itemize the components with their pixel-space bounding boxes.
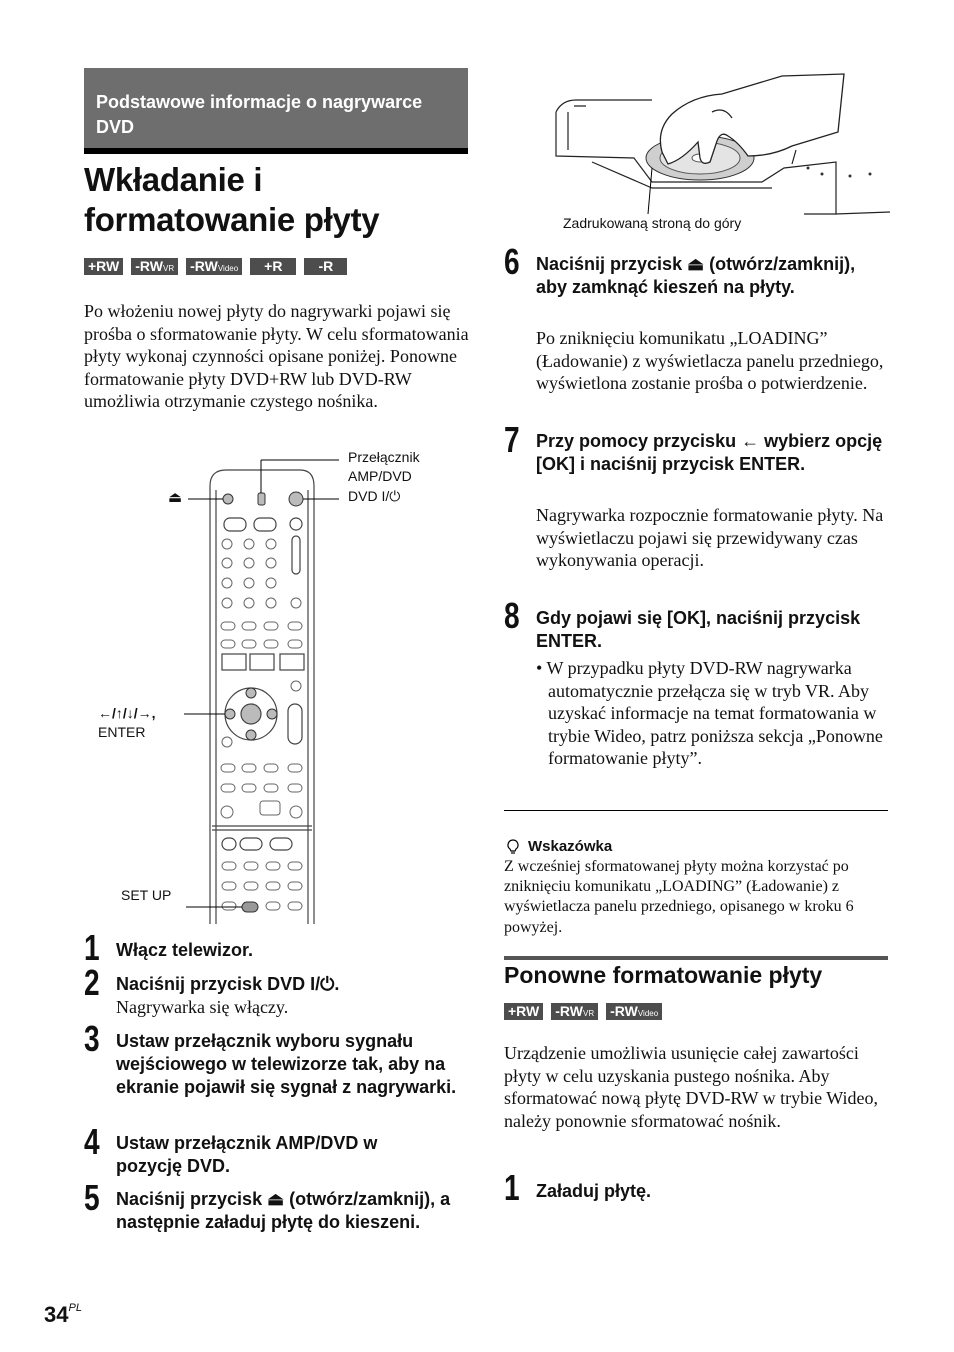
section-banner bbox=[84, 68, 468, 148]
tip-text: Z wcześniej sformatowanej płyty można korzystać po zniknięciu komunikatu „LOADING” (Ładowanie) z wyświetlacza panelu przedniego, opisanego w kroku 6 powyżej. bbox=[504, 858, 854, 936]
badge-plus-rw: +RW bbox=[84, 258, 123, 275]
enter-button-label: ENTER bbox=[98, 724, 146, 740]
reformat-step-1-title: Załaduj płytę. bbox=[536, 1181, 652, 1201]
step-8-number: 8 bbox=[504, 595, 520, 636]
step-8-title: Gdy pojawi się [OK], naciśnij przycisk ENTER. bbox=[536, 608, 861, 651]
reformat-disc-badges bbox=[504, 1003, 662, 1020]
step-7-number: 7 bbox=[504, 419, 520, 460]
banner-rule bbox=[84, 148, 468, 154]
intro-paragraph: Po włożeniu nowej płyty do nagrywarki pojawi się prośba o sformatowanie płyty. W celu sformatowania płyty wykonaj czynności opisane poniżej. Ponowne formatowanie płyty DVD+RW lub DVD-RW umożliwia otrzymanie czystego nośnika. bbox=[84, 301, 469, 412]
remote-control-illustration bbox=[84, 446, 474, 926]
step-2-description: Nagrywarka się włączy. bbox=[116, 997, 289, 1017]
arrow-buttons-label: ←/↑/↓/→, bbox=[98, 705, 156, 721]
step-6-description: Po zniknięciu komunikatu „LOADING” (Ładowanie) z wyświetlacza panelu przedniego, wyświetlona zostanie prośba o potwierdzenie. bbox=[536, 328, 884, 394]
page-title: Wkładanie i formatowanie płyty bbox=[84, 161, 380, 238]
eject-label: ⏏ bbox=[168, 489, 183, 506]
subhead-rule bbox=[504, 956, 888, 960]
badge-minus-rw-vr: -RWVR bbox=[131, 258, 178, 275]
badge-minus-rw-video: -RWVideo bbox=[606, 1003, 662, 1020]
step-7-title: Przy pomocy przycisku ← wybierz opcję [OK] i naciśnij przycisk ENTER. bbox=[536, 431, 883, 474]
step-1-title: Włącz telewizor. bbox=[116, 940, 254, 960]
step-2-number: 2 bbox=[84, 962, 100, 1003]
step-7-description: Nagrywarka rozpocznie formatowanie płyty. Na wyświetlaczu pojawi się przewidywany czas wykonywania operacji. bbox=[536, 505, 884, 571]
power-button-label: DVD I/⏻ bbox=[348, 488, 401, 504]
step-1-number: 1 bbox=[84, 927, 100, 968]
lightbulb-icon bbox=[505, 838, 521, 856]
reformat-step-1-number: 1 bbox=[504, 1167, 520, 1208]
step-5-title: Naciśnij przycisk ⏏ (otwórz/zamknij), a następnie załaduj płytę do kieszeni. bbox=[116, 1189, 451, 1232]
step-3-number: 3 bbox=[84, 1018, 100, 1059]
step-6-number: 6 bbox=[504, 241, 520, 282]
badge-plus-rw: +RW bbox=[504, 1003, 543, 1020]
language-code: PL bbox=[68, 1302, 82, 1314]
step-4-title: Ustaw przełącznik AMP/DVD w pozycję DVD. bbox=[116, 1133, 378, 1176]
reformat-heading: Ponowne formatowanie płyty bbox=[504, 962, 823, 988]
step-6-title: Naciśnij przycisk ⏏ (otwórz/zamknij), aby zamknąć kieszeń na płyty. bbox=[536, 254, 856, 297]
section-title: Podstawowe informacje o nagrywarce DVD bbox=[96, 92, 423, 137]
amp-dvd-switch-label: Przełącznik AMP/DVD bbox=[348, 449, 420, 484]
disc-type-badges bbox=[84, 258, 347, 275]
disc-orientation-caption: Zadrukowaną stroną do góry bbox=[563, 215, 742, 231]
step-8-note: • W przypadku płyty DVD-RW nagrywarka automatycznie przełącza się w tryb VR. Aby uzyskać informacje na temat formatowania w trybie Wideo, patrz poniższa sekcja „Ponowne formatowanie płyty”. bbox=[536, 658, 883, 769]
step-3-title: Ustaw przełącznik wyboru sygnału wejściowego w telewizorze tak, aby na ekranie pojawił się sygnał z nagrywarki. bbox=[116, 1031, 457, 1097]
page-number: $34^{PL}$ bbox=[44, 1302, 82, 1327]
step-4-number: 4 bbox=[84, 1121, 100, 1162]
badge-minus-rw-vr: -RWVR bbox=[551, 1003, 598, 1020]
step-5-number: 5 bbox=[84, 1177, 100, 1218]
badge-plus-r: +R bbox=[250, 258, 296, 275]
badge-minus-r: -R bbox=[304, 258, 347, 275]
dvd-tray-illustration bbox=[552, 72, 892, 218]
badge-minus-rw-video: -RWVideo bbox=[186, 258, 242, 275]
tip-title: Wskazówka bbox=[528, 838, 613, 855]
tip-divider bbox=[504, 810, 888, 811]
step-2-title: Naciśnij przycisk DVD I/⏻. bbox=[116, 974, 340, 994]
setup-button-label: SET UP bbox=[121, 887, 172, 903]
reformat-paragraph: Urządzenie umożliwia usunięcie całej zawartości płyty w celu uzyskania pustego nośnika. Aby sformatować nową płytę DVD-RW w trybie Wideo, należy ponownie sformatować nośnik. bbox=[504, 1043, 879, 1131]
